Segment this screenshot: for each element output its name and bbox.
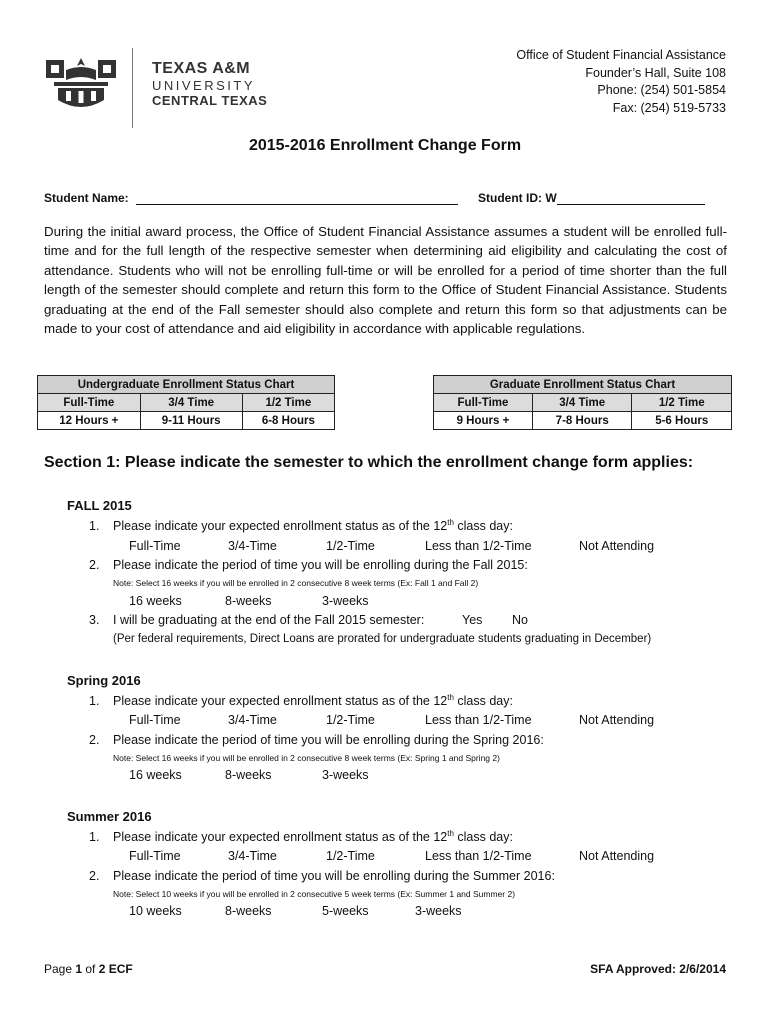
spring-q2 xyxy=(89,733,544,747)
page-total: 2 xyxy=(98,962,106,976)
student-name-row xyxy=(44,191,458,205)
fall-graduating-yes[interactable]: Yes xyxy=(462,613,483,627)
approval-date: SFA Approved: 2/6/2014 xyxy=(590,962,726,976)
fall-period-8-weeks[interactable]: 8-weeks xyxy=(225,594,272,608)
undergrad-value-12: 6-8 Hours xyxy=(242,412,334,430)
undergrad-chart-title: Undergraduate Enrollment Status Chart xyxy=(38,376,335,394)
summer-option-half[interactable]: 1/2-Time xyxy=(326,849,375,863)
spring-option-not-attending[interactable]: Not Attending xyxy=(579,713,655,727)
fall-q1-sup: th xyxy=(447,518,454,527)
fall-q3-number: 3. xyxy=(89,613,100,627)
university-seal-icon xyxy=(44,56,118,116)
fall-q2-note: Note: Select 16 weeks if you will be enrolled in 2 consecutive 8 week terms (Ex: Fall 1 and Fall 2) xyxy=(113,578,479,588)
summer-q1-text: Please indicate your expected enrollment status as of the 12 xyxy=(113,830,448,845)
logo-divider xyxy=(132,48,133,128)
spring-q1-text-end: class day: xyxy=(453,694,513,709)
spring-q1-sup: th xyxy=(447,693,454,702)
summer-option-full-time[interactable]: Full-Time xyxy=(129,849,181,863)
fall-option-full-time[interactable]: Full-Time xyxy=(129,539,181,553)
summer-period-5-weeks[interactable]: 5-weeks xyxy=(322,904,369,918)
fall-q2-text: Please indicate the period of time you will be enrolling during the Fall 2015: xyxy=(113,558,528,572)
fall-period-16-weeks[interactable]: 16 weeks xyxy=(129,594,182,608)
fall-option-not-attending[interactable]: Not Attending xyxy=(579,539,655,553)
office-name: Office of Student Financial Assistance xyxy=(516,48,726,62)
spring-q1 xyxy=(89,693,513,708)
summer-option-less-half[interactable]: Less than 1/2-Time xyxy=(425,849,532,863)
office-address xyxy=(516,47,726,117)
student-id-row xyxy=(478,191,705,205)
grad-header-34: 3/4 Time xyxy=(532,394,632,412)
spring-period-3-weeks[interactable]: 3-weeks xyxy=(322,768,369,782)
fall-q1 xyxy=(89,518,513,533)
page-prefix: Page xyxy=(44,962,76,976)
page-suffix: ECF xyxy=(105,962,133,976)
spring-q2-note: Note: Select 16 weeks if you will be enrolled in 2 consecutive 8 week terms (Ex: Spring 1 and Spring 2) xyxy=(113,753,500,763)
fall-option-three-quarter[interactable]: 3/4-Time xyxy=(228,539,277,553)
grad-value-full: 9 Hours + xyxy=(434,412,533,430)
fall-q1-text-end: class day: xyxy=(453,519,513,534)
summer-q2 xyxy=(89,869,555,883)
student-id-field[interactable] xyxy=(557,193,705,205)
grad-chart-title: Graduate Enrollment Status Chart xyxy=(434,376,732,394)
spring-q2-text: Please indicate the period of time you will be enrolling during the Spring 2016: xyxy=(113,733,544,747)
spring-option-half[interactable]: 1/2-Time xyxy=(326,713,375,727)
grad-header-full: Full-Time xyxy=(434,394,533,412)
logo-wordmark xyxy=(152,60,267,108)
grad-value-12: 5-6 Hours xyxy=(632,412,732,430)
undergrad-value-full: 12 Hours + xyxy=(38,412,141,430)
undergrad-value-34: 9-11 Hours xyxy=(140,412,242,430)
grad-header-12: 1/2 Time xyxy=(632,394,732,412)
fall-q3-text: I will be graduating at the end of the Fall 2015 semester: xyxy=(113,613,425,627)
undergrad-header-full: Full-Time xyxy=(38,394,141,412)
fall-title: FALL 2015 xyxy=(67,498,132,513)
fall-option-less-half[interactable]: Less than 1/2-Time xyxy=(425,539,532,553)
fall-q2-number: 2. xyxy=(89,558,100,572)
fall-q2 xyxy=(89,558,528,572)
summer-period-8-weeks[interactable]: 8-weeks xyxy=(225,904,272,918)
spring-period-16-weeks[interactable]: 16 weeks xyxy=(129,768,182,782)
student-name-label: Student Name: xyxy=(44,191,129,205)
summer-option-not-attending[interactable]: Not Attending xyxy=(579,849,655,863)
office-fax: Fax: (254) 519-5733 xyxy=(612,100,726,115)
student-name-field[interactable] xyxy=(136,193,458,205)
office-phone: Phone: (254) 501-5854 xyxy=(597,83,726,97)
form-title: 2015-2016 Enrollment Change Form xyxy=(248,137,522,154)
undergrad-header-34: 3/4 Time xyxy=(140,394,242,412)
fall-q1-number: 1. xyxy=(89,519,100,534)
summer-q1-number: 1. xyxy=(89,830,100,845)
summer-title: Summer 2016 xyxy=(67,809,152,824)
page-of: of xyxy=(82,962,99,976)
intro-paragraph: During the initial award process, the Office of Student Financial Assistance assumes a student will be enrolled full-time and for the full length of the respective semester when determining aid eligibility and calculating the cost of attendance. Students who will not be enrolling full-time or will be enrolled for a period of time shorter than the full length of the semester should complete and return this form to the Office of Student Financial Assistance. Students graduating at the end of the Fall semester should also complete and return this form so that adjustments can be made to your cost of attendance and aid eligibility in accordance with applicable regulations. xyxy=(44,224,727,337)
summer-q2-number: 2. xyxy=(89,869,100,883)
summer-q1 xyxy=(89,829,513,844)
undergrad-header-12: 1/2 Time xyxy=(242,394,334,412)
spring-q2-number: 2. xyxy=(89,733,100,747)
university-logo xyxy=(44,48,274,128)
logo-line-2: UNIVERSITY xyxy=(152,78,256,93)
grad-status-chart xyxy=(433,375,732,430)
spring-option-full-time[interactable]: Full-Time xyxy=(129,713,181,727)
spring-option-three-quarter[interactable]: 3/4-Time xyxy=(228,713,277,727)
fall-q3-note: (Per federal requirements, Direct Loans are prorated for undergraduate students graduating in December) xyxy=(113,633,652,645)
fall-q3 xyxy=(89,613,424,627)
fall-graduating-no[interactable]: No xyxy=(512,613,528,627)
logo-line-3: CENTRAL TEXAS xyxy=(152,93,268,108)
spring-period-8-weeks[interactable]: 8-weeks xyxy=(225,768,272,782)
summer-q1-text-end: class day: xyxy=(453,830,513,845)
fall-option-half[interactable]: 1/2-Time xyxy=(326,539,375,553)
summer-q2-text: Please indicate the period of time you will be enrolling during the Summer 2016: xyxy=(113,869,555,883)
page-number xyxy=(44,962,133,976)
grad-value-34: 7-8 Hours xyxy=(532,412,632,430)
section-1-title: Section 1: Please indicate the semester to which the enrollment change form applies: xyxy=(44,454,694,471)
student-id-label: Student ID: W xyxy=(478,191,557,205)
undergrad-status-chart xyxy=(37,375,335,430)
spring-q1-number: 1. xyxy=(89,694,100,709)
logo-line-1: TEXAS A&M xyxy=(152,60,251,77)
page-current: 1 xyxy=(75,962,83,976)
fall-period-3-weeks[interactable]: 3-weeks xyxy=(322,594,369,608)
summer-q2-note: Note: Select 10 weeks if you will be enrolled in 2 consecutive 5 week terms (Ex: Summer 1 and Summer 2) xyxy=(113,889,516,899)
office-location: Founder’s Hall, Suite 108 xyxy=(585,65,726,80)
spring-title: Spring 2016 xyxy=(67,673,141,688)
summer-period-10-weeks[interactable]: 10 weeks xyxy=(129,904,182,918)
summer-q1-sup: th xyxy=(447,829,454,838)
fall-q1-text: Please indicate your expected enrollment status as of the 12 xyxy=(113,519,448,534)
summer-option-three-quarter[interactable]: 3/4-Time xyxy=(228,849,277,863)
summer-period-3-weeks[interactable]: 3-weeks xyxy=(415,904,462,918)
spring-option-less-half[interactable]: Less than 1/2-Time xyxy=(425,713,532,727)
spring-q1-text: Please indicate your expected enrollment status as of the 12 xyxy=(113,694,448,709)
